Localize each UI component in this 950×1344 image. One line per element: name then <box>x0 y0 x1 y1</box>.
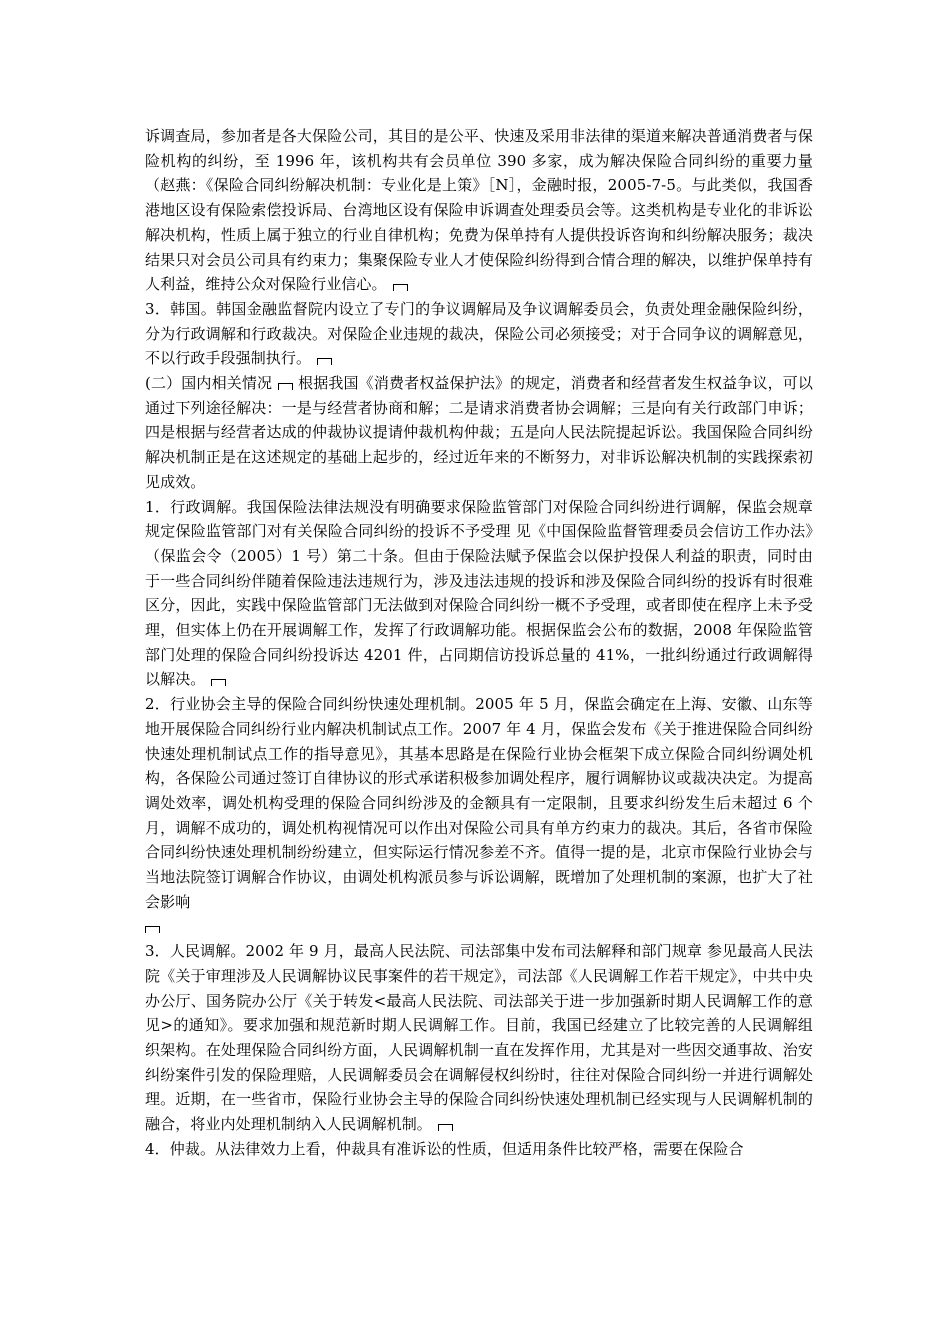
paragraph-admin-mediation <box>145 495 813 693</box>
paragraph-text: 3．人民调解。2002 年 9 月，最高人民法院、司法部集中发布司法解释和部门规章 参见最高人民法院《关于审理涉及人民调解协议民事案件的若干规定》，司法部《人民调解工作若干规定》，中共中央办公厅、国务院办公厅《关于转发<最高人民法院、司法部关于进一步加强新时期人民调解工作的意见>的通知》。要求加强和规范新时期人民调解工作。目前，我国已经建立了比较完善的人民调解组织架构。在处理保险合同纠纷方面，人民调解机制一直在发挥作用，尤其是对一些因交通事故、治安纠纷案件引发的保险理赔，人民调解委员会在调解侵权纠纷时，往往对保险合同纠纷一并进行调解处理。近期，在一些省市，保险行业协会主导的保险合同纠纷快速处理机制已经实现与人民调解机制的融合，将业内处理机制纳入人民调解机制。 <box>145 942 813 1134</box>
paragraph-mark-icon <box>438 1124 453 1131</box>
paragraph-korea <box>145 297 813 371</box>
section-heading: (二）国内相关情况 <box>145 374 273 393</box>
paragraph-mark-icon <box>145 926 160 933</box>
paragraph-arbitration <box>145 1137 813 1162</box>
paragraph-people-mediation <box>145 939 813 1137</box>
paragraph-text: 诉调查局，参加者是各大保险公司，其目的是公平、快速及采用非法律的渠道来解决普通消费者与保险机构的纠纷，至 1996 年，该机构共有会员单位 390 多家，成为解决保险合同纠纷的重要力量（赵燕：《保险合同纠纷解决机制：专业化是上策》［N］，金融时报，2005-7-5。与此类似，我国香港地区设有保险索偿投诉局、台湾地区设有保险申诉调查处理委员会等。这类机构是专业化的非诉讼解决机构，性质上属于独立的行业自律机构；免费为保单持有人提供投诉咨询和纠纷解决服务；裁决结果只对会员公司具有约束力；集聚保险专业人才使保险纠纷得到合情合理的解决，以维护保单持有人利益，维持公众对保险行业信心。 <box>145 127 813 294</box>
paragraph-text: 根据我国《消费者权益保护法》的规定，消费者和经营者发生权益争议，可以通过下列途径解决：一是与经营者协商和解；二是请求消费者协会调解；三是向有关行政部门申诉；四是根据与经营者达成的仲裁协议提请仲裁机构仲裁；五是向人民法院提起诉讼。我国保险合同纠纷解决机制正是在这述规定的基础上起步的，经过近年来的不断努力，对非诉讼解决机制的实践探索初见成效。 <box>145 374 813 491</box>
paragraph-mark-icon <box>278 383 293 390</box>
paragraph-mark-icon <box>393 284 408 291</box>
paragraph-mark-icon <box>317 358 332 365</box>
paragraph-text: 4．仲裁。从法律效力上看，仲裁具有准诉讼的性质，但适用条件比较严格，需要在保险合 <box>145 1139 744 1158</box>
paragraph-ombudsman <box>145 124 813 297</box>
paragraph-text: 1．行政调解。我国保险法律法规没有明确要求保险监管部门对保险合同纠纷进行调解，保监会规章规定保险监管部门对有关保险合同纠纷的投诉不予受理 见《中国保险监督管理委员会信访工作办法》（保监会令（2005）1 号）第二十条。但由于保险法赋予保监会以保护投保人利益的职责，同时由于一些合同纠纷伴随着保险违法违规行为，涉及违法违规的投诉和涉及保险合同纠纷的投诉有时很难区分，因此，实践中保险监管部门无法做到对保险合同纠纷一概不予受理，或者即使在程序上未予受理，但实体上仍在开展调解工作，发挥了行政调解功能。根据保监会公布的数据，2008 年保险监管部门处理的保险合同纠纷投诉达 4201 件，占同期信访投诉总量的 41%，一批纠纷通过行政调解得以解决。 <box>145 497 813 689</box>
document-page <box>145 124 813 1162</box>
paragraph-industry-association <box>145 692 813 939</box>
paragraph-text: 3．韩国。韩国金融监督院内设立了专门的争议调解局及争议调解委员会，负责处理金融保险纠纷，分为行政调解和行政裁决。对保险企业违规的裁决，保险公司必须接受；对于合同争议的调解意见，不以行政手段强制执行。 <box>145 299 813 368</box>
paragraph-mark-icon <box>211 679 226 686</box>
paragraph-text: 2．行业协会主导的保险合同纠纷快速处理机制。2005 年 5 月，保监会确定在上海、安徽、山东等地开展保险合同纠纷行业内解决机制试点工作。2007 年 4 月，保监会发布《关于推进保险合同纠纷快速处理机制试点工作的指导意见》，其基本思路是在保险行业协会框架下成立保险合同纠纷调处机构，各保险公司通过签订自律协议的形式承诺积极参加调处程序，履行调解协议或裁决决定。为提高调处效率，调处机构受理的保险合同纠纷涉及的金额具有一定限制，且要求纠纷发生后未超过 6 个月，调解不成功的，调处机构视情况可以作出对保险公司具有单方约束力的裁决。其后，各省市保险合同纠纷快速处理机制纷纷建立，但实际运行情况参差不齐。值得一提的是，北京市保险行业协会与当地法院签订调解合作协议，由调处机构派员参与诉讼调解，既增加了处理机制的案源，也扩大了社会影响 <box>145 695 813 911</box>
paragraph-domestic <box>145 371 813 495</box>
